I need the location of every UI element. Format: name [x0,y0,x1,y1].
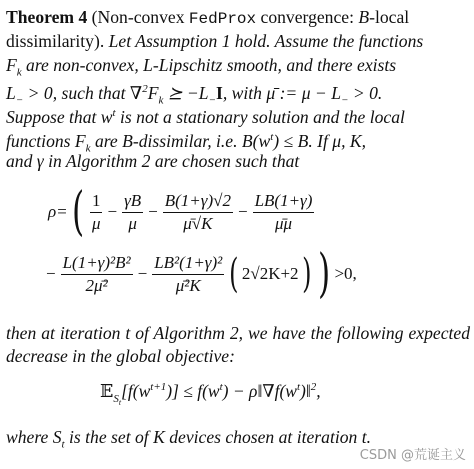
after-text: then at iteration t of Algorithm 2, we have the following expected decrease in the global objective: [6,323,470,366]
big-close-paren: ) [318,244,331,304]
rho-tail: >0, [334,264,357,283]
math-sub: − [341,94,349,107]
minus: − [148,202,158,221]
minus: − [137,264,148,283]
math-sub: k [158,94,164,107]
theorem-line-7 [6,150,470,173]
theorem-title-local: -local [369,7,410,27]
expectation-symbol: 𝔼 [100,382,114,402]
theorem-statement-4: Suppose that w [6,106,113,127]
math-l: L [6,82,16,103]
theorem-title-b: B [358,7,370,27]
inner-term: 2√2K+2 [241,264,299,283]
big-open-paren: ( [71,182,84,242]
theorem-line-1 [6,6,470,31]
math-tail: > 0. [348,82,383,103]
math-sup: 2 [142,83,148,95]
fedprox-code: FedProx [188,10,257,28]
theorem-statement-2: are non-convex, L-Lipschitz smooth, and there exists [21,55,397,75]
theorem-line-2 [6,30,470,53]
math-sub: k [16,66,22,79]
theorem-statement-6: functions F [6,130,86,151]
math-mubar: , with μ̄ := μ − L [222,82,341,103]
watermark-text: CSDN @荒诞主义 [359,448,466,463]
math-f: F [147,82,159,103]
theorem-statement-9: and γ in Algorithm 2 are chosen such that [6,151,300,171]
final-line: where $S_t$ is the set of K devices chosen at iteration t. [6,427,372,451]
term-4: $\frac{LB(1+\gamma)}{\mū\mu}$ [254,190,313,233]
minus: − [107,202,118,221]
theorem-label: Theorem 4 [6,7,88,27]
rho-equation-row-1 [48,182,316,242]
decrease-equation: $𝔼_{S_t}[f(w^{t+1})] \le f(w^t)$ − $\rho‖\nabla f(w^t)‖^2$, [100,381,321,407]
theorem-title-close: dissimilarity). [6,31,105,51]
term-3: $\frac{B(1+\gamma)√2}{\mū√K}$ [164,190,231,233]
math-sub: − [15,94,24,107]
minus: − [46,264,56,283]
theorem-line-5 [6,102,470,129]
term-6: $\frac{\text{LB²(1+γ)²}}{\text{μ̄²K}}$ [154,252,223,295]
math-sup: t [270,131,274,143]
theorem-statement-7: are B-dissimilar, i.e. B(w [90,130,271,151]
math-sub: k [85,142,91,155]
term-5: $\frac{\text{L(1+γ)²B²}}{\text{2μ̄²}}$ [62,252,131,295]
rho-lhs: ρ= [48,202,68,221]
theorem-statement-5: is not a stationary solution and the local [115,106,405,127]
math-sup: t [112,107,116,119]
term-1: $\frac{1}{\mu}$ [91,190,101,233]
math-psd: ⪰ −L [163,82,209,103]
theorem-title-open: (Non-convex [87,7,189,27]
math-sub: − [208,94,216,107]
math-f: F [6,55,17,75]
theorem-statement-1: Let Assumption 1 hold. Assume the functions [104,31,424,51]
theorem-statement-8: ) ≤ B. If μ, K, [273,130,367,151]
theorem-statement-3: > 0, such that ∇ [23,82,143,103]
math-identity: I [215,82,223,103]
minus: − [237,202,248,221]
rho-equation-row-2: − $\frac{\text{L(1+γ)²B²}}{\text{2μ̄²}}$ − $\frac{\text{LB²(1+γ)²}}{\text{μ̄²K}}$ ( 2√2K+2) ) >0, [46,244,357,304]
theorem-title-mid: convergence: [256,7,359,27]
term-2: $\frac{\gamma B}{\mu}$ [124,190,142,233]
